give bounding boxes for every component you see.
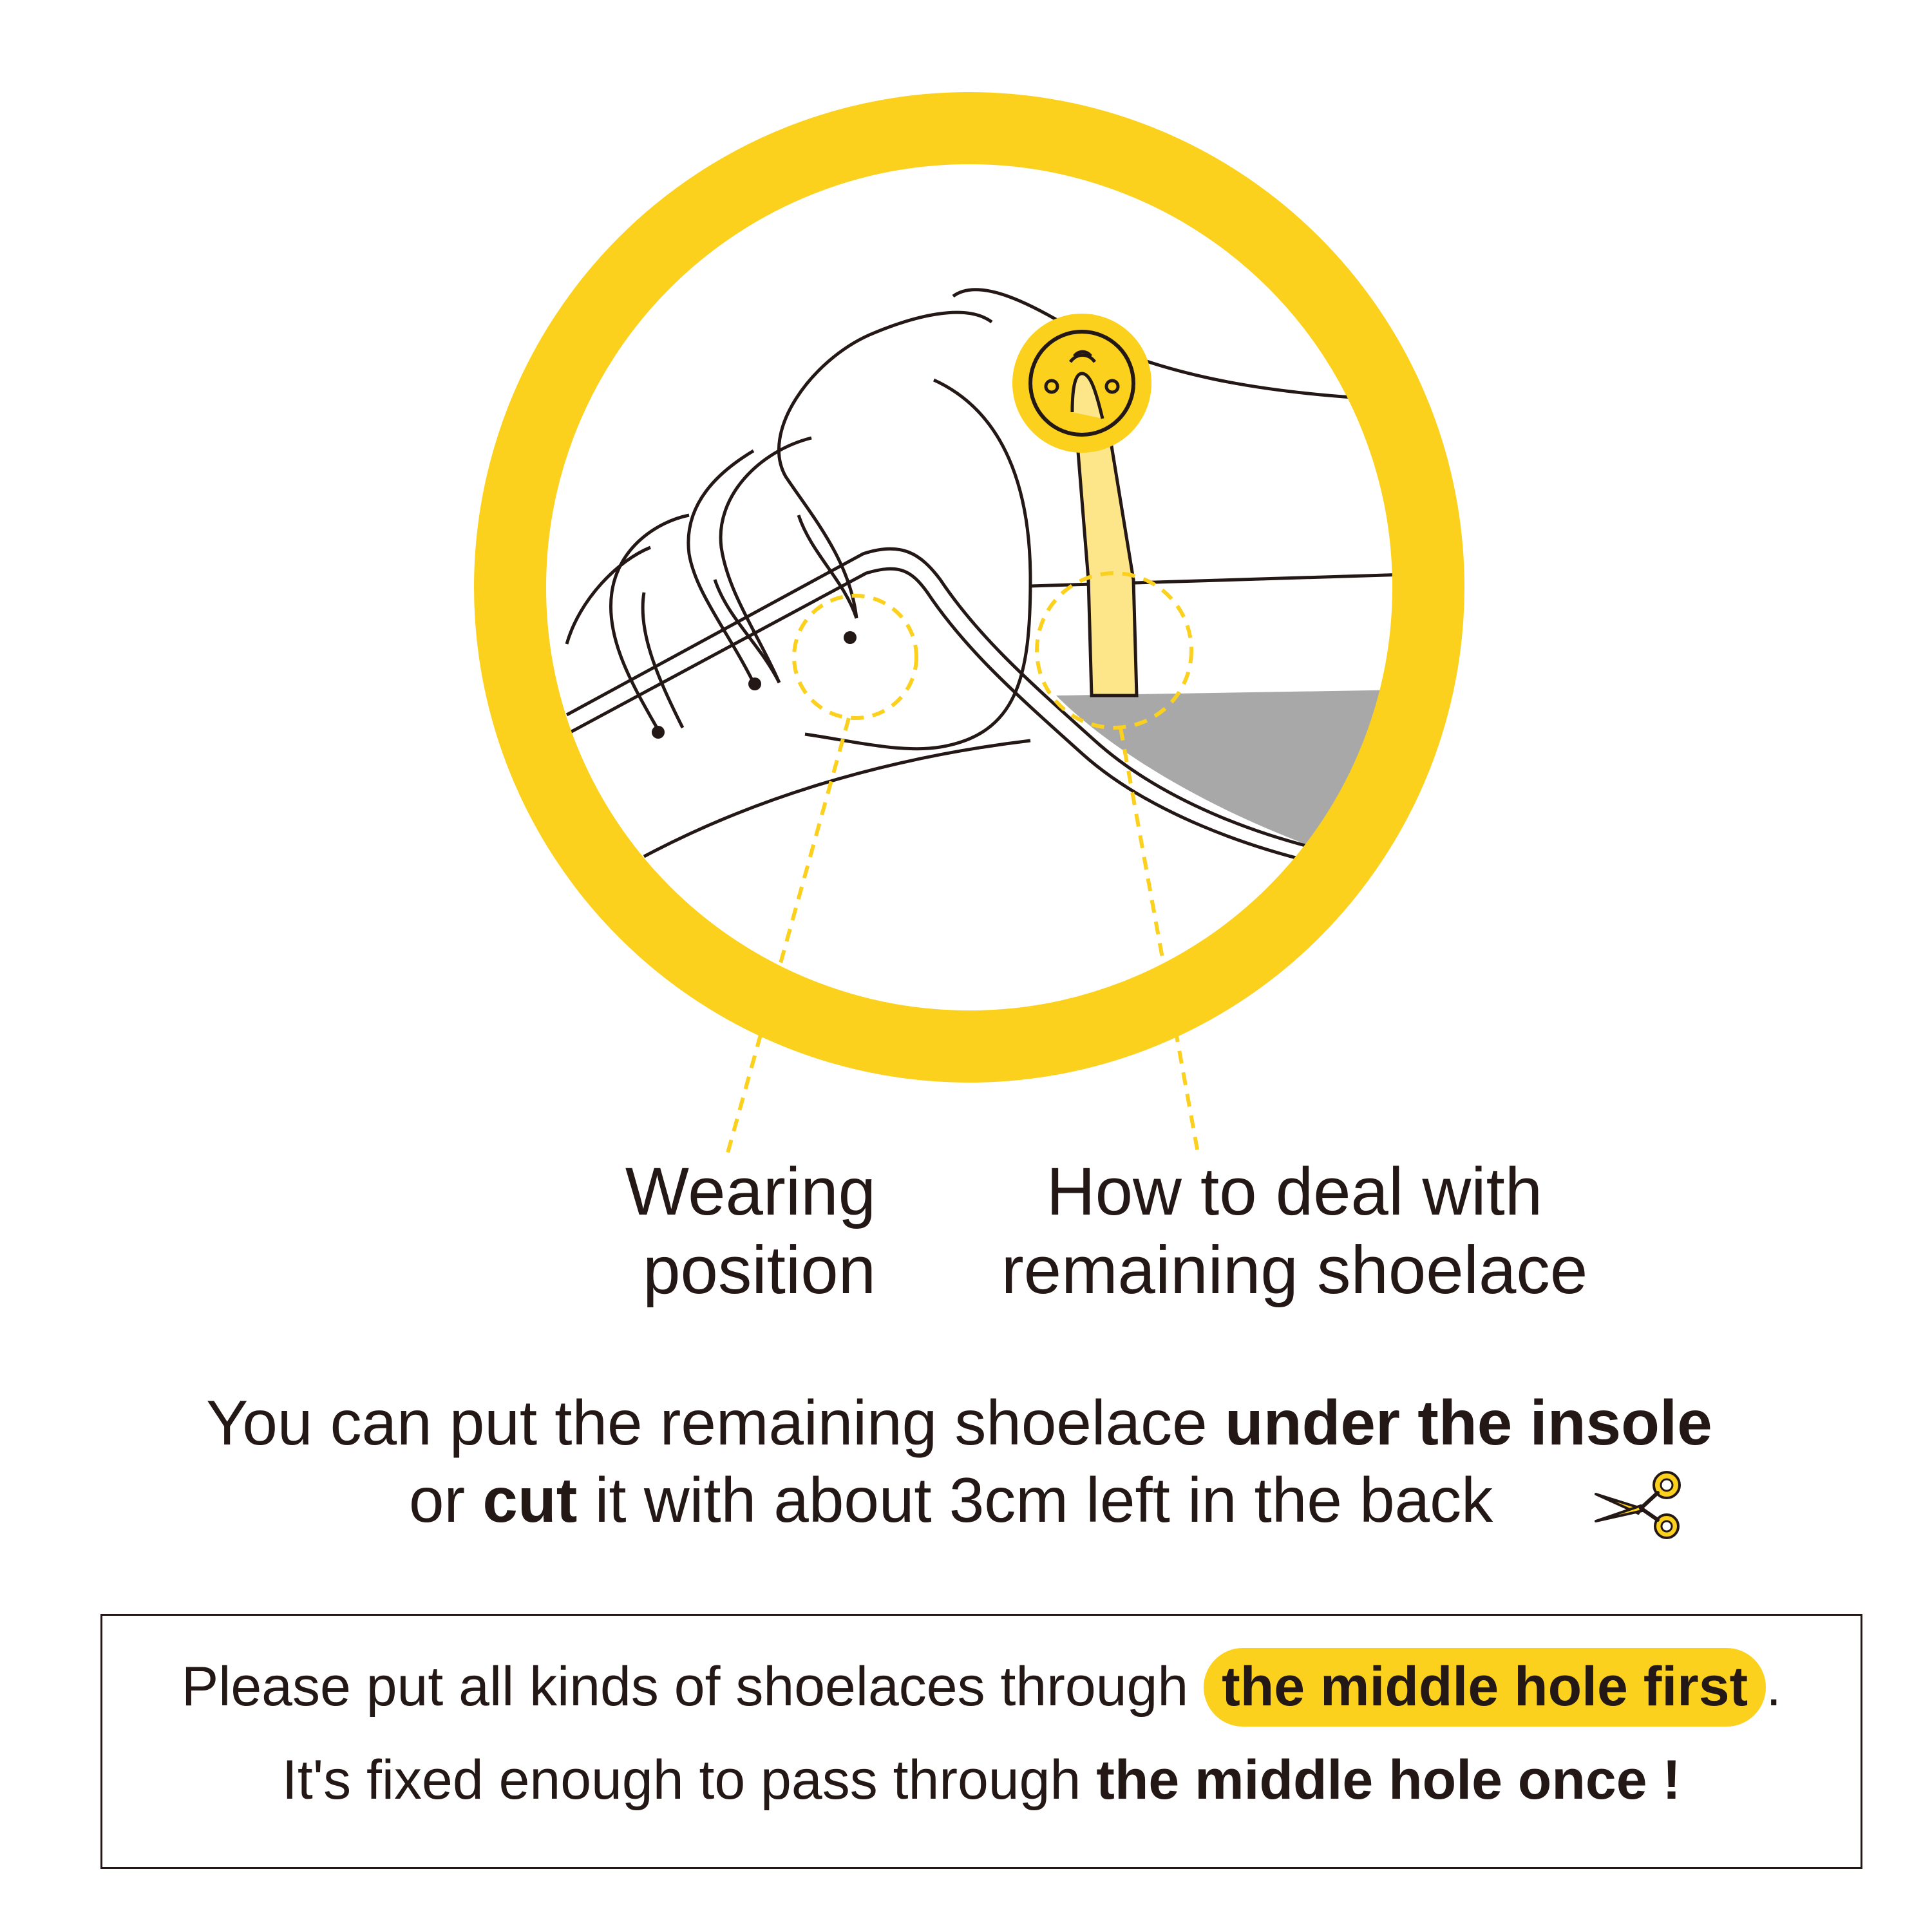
instruction-line-2	[409, 1462, 1493, 1538]
wearing-line1: Wearing	[625, 1154, 876, 1229]
scissors-icon	[1591, 1468, 1687, 1539]
notice-line-1	[102, 1651, 1861, 1722]
notice-line1-prefix: Please put all kinds of shoelaces through	[181, 1656, 1204, 1718]
wearing-position-label	[567, 1153, 876, 1310]
notice-line2-bold: the middle hole once !	[1096, 1749, 1681, 1811]
instruction-line2-bold: cut	[482, 1464, 578, 1535]
deal-line1: How to deal with	[1046, 1154, 1543, 1229]
instruction-line1-prefix: You can put the remaining shoelace	[206, 1387, 1225, 1458]
focus-ring	[510, 128, 1428, 1046]
wearing-line2: position	[643, 1233, 876, 1308]
notice-box	[100, 1614, 1862, 1869]
instruction-line1-bold: under the insole	[1224, 1387, 1712, 1458]
notice-highlight: the middle hole first	[1204, 1648, 1766, 1727]
instruction-line2-prefix: or	[409, 1464, 483, 1535]
notice-line2-prefix: It's fixed enough to pass through	[281, 1749, 1097, 1811]
instruction-line-1	[206, 1385, 1712, 1461]
eyelet-icon	[1012, 314, 1151, 453]
notice-line1-suffix: .	[1766, 1656, 1782, 1718]
remaining-shoelace-label	[972, 1153, 1616, 1310]
instruction-line2-suffix: it with about 3cm left in the back	[577, 1464, 1493, 1535]
shoe-drawing	[567, 290, 1449, 902]
notice-line-2	[102, 1745, 1861, 1815]
deal-line2: remaining shoelace	[1001, 1233, 1588, 1308]
